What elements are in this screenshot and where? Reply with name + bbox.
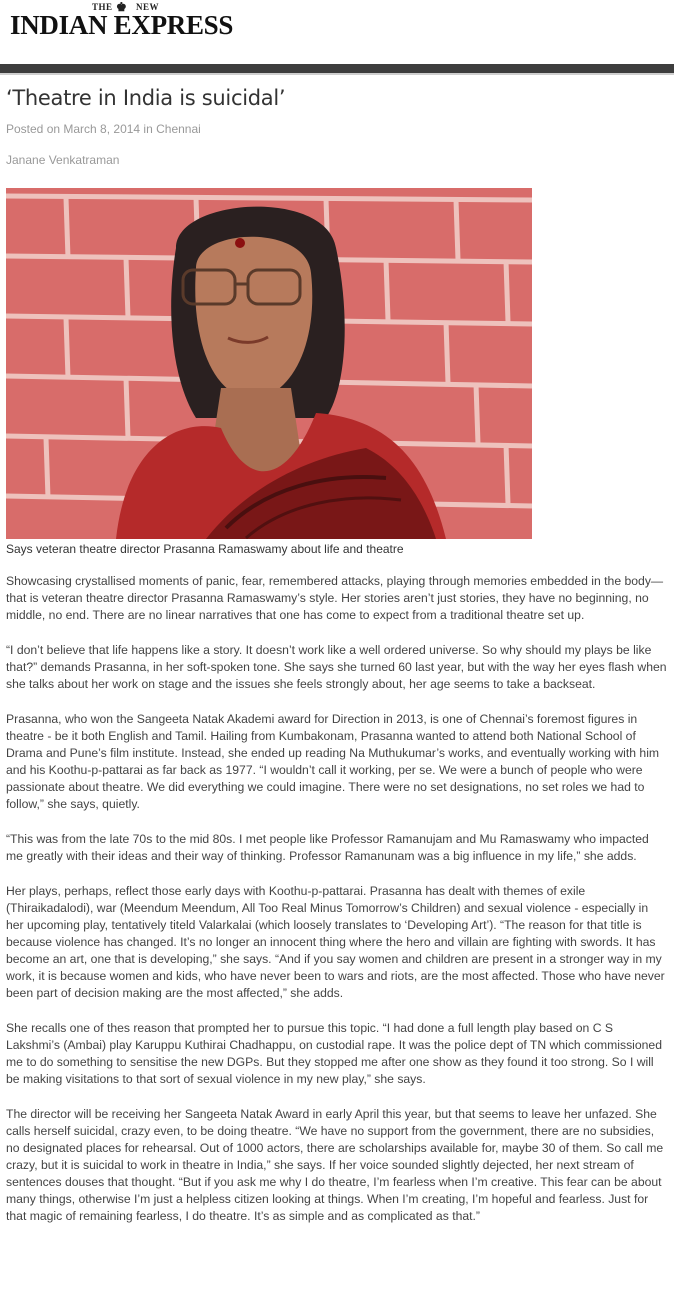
- post-date-link[interactable]: March 8, 2014: [63, 122, 141, 136]
- logo-name: INDIAN EXPRESS: [10, 10, 234, 40]
- photo-caption: Says veteran theatre director Prasanna Ramaswamy about life and theatre: [6, 542, 404, 556]
- article-paragraph: The director will be receiving her Sangeeta Natak Award in early April this year, but that seems to leave her unfazed. She calls herself suicidal, crazy even, to be doing theatre. “We have no support from the government, there are no subsidies, no designated places for rehearsal. Out of 1000 actors, there are scholarships available for, maybe 30 of them. So call me crazy, but it is suicidal to work in theatre in India,” she says. If her voice sounded slightly dejected, her next stream of sentences douses that thought. “But if you ask me why I do theatre, I’m fearless when I’m creative. This fear can be about many things, otherwise I’m just a helpless citizen looking at things. When I’m creating, I’m hopeful and fearless. Just for that magic of remaining fearless, I do theatre. It’s as simple and as complicated as that.”: [6, 1107, 664, 1223]
- article-photo: [6, 188, 532, 539]
- header-rule: [0, 64, 674, 73]
- logo-new: NEW: [136, 2, 160, 12]
- crest-icon: ♚: [116, 0, 128, 14]
- posted-prefix: Posted on: [6, 122, 64, 136]
- in-word: in: [140, 122, 157, 136]
- article-paragraph: Her plays, perhaps, reflect those early days with Koothu-p-pattarai. Prasanna has dealt with themes of exile (Thiraikadalodi), war (Meendum Meendum, All Too Real Minus Tomorrow’s Children) and sexual violence - especially in her upcoming play, tentatively titeld Valarkalai (which loosely translates to ‘Developing Art’). “The reason for that title is because violence has changed. It’s no longer an innocent thing where the hero and villain are fighting with swords. It has become an art, one that is developing,” she says. “And if you say women and children are present in a stronger way in my work, it is because women and kids, who have never been to wars and riots, are the most affected. Those who have never been part of decision making are the most affected,” she adds.: [6, 884, 665, 1000]
- masthead: [0, 0, 674, 64]
- author-name: Janane Venkatraman: [6, 153, 120, 167]
- article-paragraph: She recalls one of thes reason that prompted her to pursue this topic. “I had done a full length play based on C S Lakshmi’s (Ambai) play Karuppu Kuthirai Chadhappu, on custodial rape. It was the police dept of TN which commissioned me to do something to sensitise the new DGPs. But they stopped me after one show as they found it too strong. So I will be making visitations to that sort of sexual violence in my new play,” she says.: [6, 1021, 662, 1086]
- logo-the: THE: [92, 2, 113, 12]
- post-meta: [6, 122, 201, 136]
- article-paragraph: Showcasing crystallised moments of panic, fear, remembered attacks, playing through memories embedded in the body—that is veteran theatre director Prasanna Ramaswamy’s style. Her stories aren’t just stories, they have no beginning, no middle, no end. There are no linear narratives that one has come to expect from a traditional theatre set up.: [6, 574, 664, 622]
- article-title: ‘Theatre in India is suicidal’: [6, 86, 286, 110]
- portrait-illustration: [6, 188, 532, 539]
- article-paragraph: Prasanna, who won the Sangeeta Natak Akademi award for Direction in 2013, is one of Chennai’s foremost figures in theatre - be it both English and Tamil. Hailing from Kumbakonam, Prasanna wanted to attend both National School of Drama and Pune’s film institute. Instead, she ended up reading Na Muthukumar’s works, and eventually working with him and his Koothu-p-pattarai as far back as 1977. “I wouldn’t call it working, per se. We were a bunch of people who were passionate about theatre. We did everything we could imagine. There were no set designations, no set roles we had to follow,” she says, quietly.: [6, 712, 660, 811]
- header-rule-shadow: [0, 73, 674, 75]
- category-link[interactable]: Chennai: [156, 122, 201, 136]
- article-paragraph: “I don’t believe that life happens like a story. It doesn’t work like a well ordered universe. So why should my plays be like that?” demands Prasanna, in her soft-spoken tone. She says she turned 60 last year, but with the way her eyes flash when she talks about her work on stage and the issues she feels strongly about, her age seems to take a backseat.: [6, 643, 667, 691]
- newspaper-logo[interactable]: [10, 2, 250, 42]
- article-paragraph: “This was from the late 70s to the mid 80s. I met people like Professor Ramanujam and Mu Ramaswamy who impacted me greatly with their ideas and their way of thinking. Professor Ramanunam was a big influence in my life,” she adds.: [6, 832, 649, 863]
- article-body: [6, 573, 668, 1243]
